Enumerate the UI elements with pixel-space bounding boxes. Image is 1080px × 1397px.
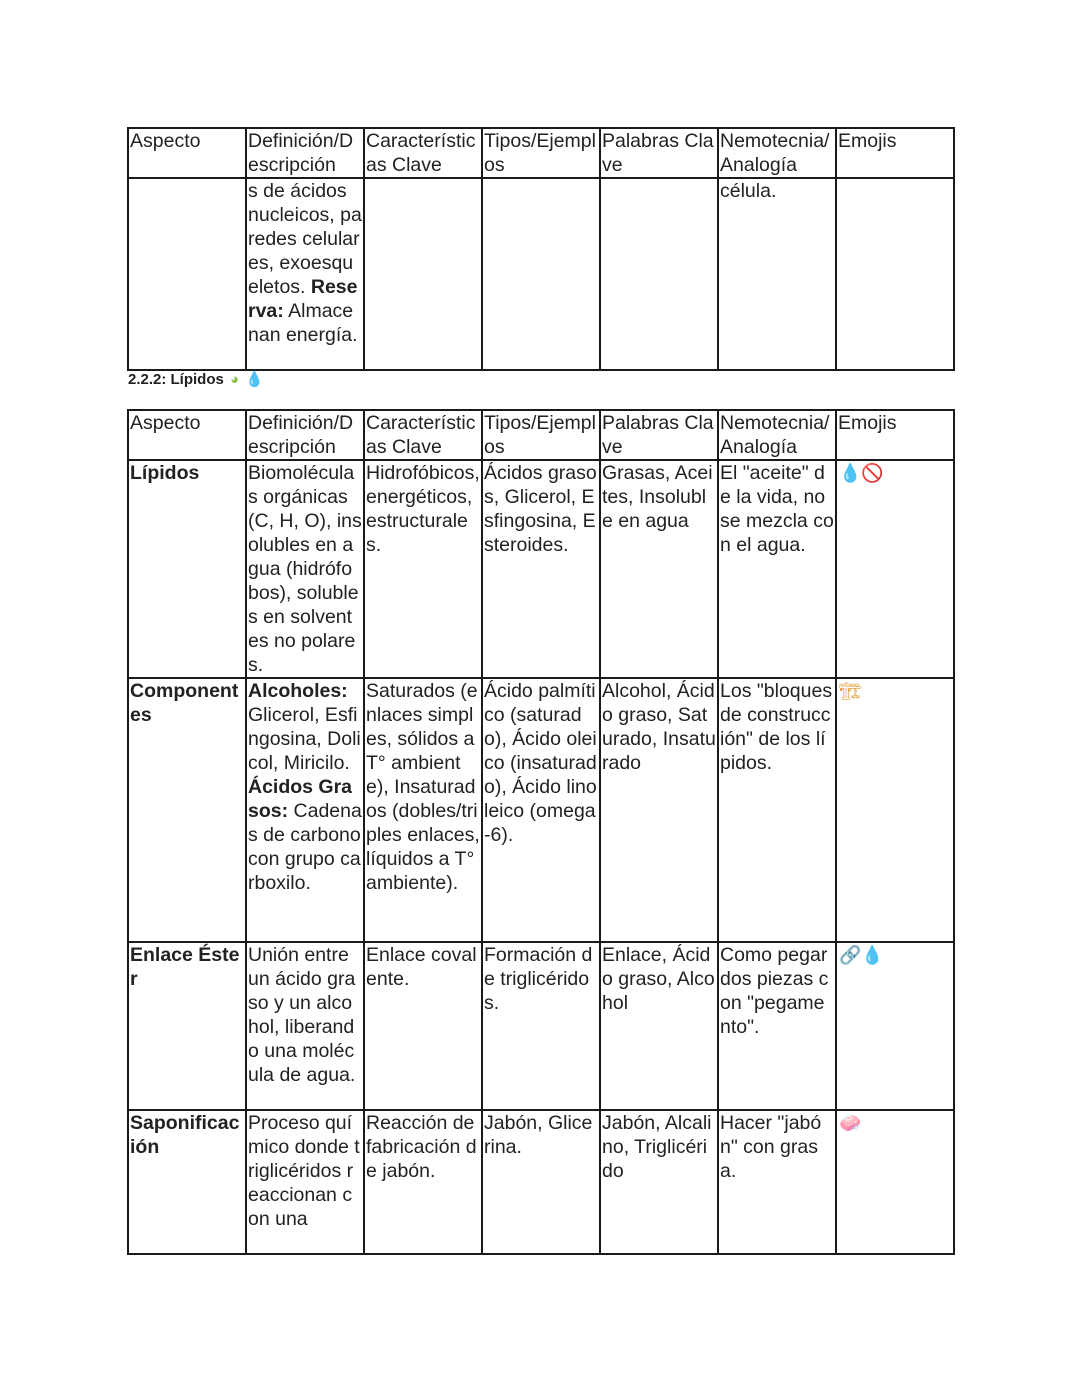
header-cell-examples: Tipos/Ejemplos <box>482 410 600 460</box>
header-cell-emojis: Emojis <box>836 410 954 460</box>
cell-characteristics: Enlace covalente. <box>364 942 482 1110</box>
definition-bold-label: Ácidos Grasos: <box>248 776 353 822</box>
definition-text: Glicerol, Esfingosina, Dolicol, Miricilo. <box>248 704 361 774</box>
cell-mnemonic: Como pegar dos piezas con "pegamento". <box>718 942 836 1110</box>
cell-emojis <box>836 460 954 678</box>
cell-aspect <box>128 1110 246 1254</box>
cell-aspect <box>128 460 246 678</box>
cell-characteristics: Hidrofóbicos, energéticos, estructurales. <box>364 460 482 678</box>
cell-emojis <box>836 942 954 1110</box>
cell-mnemonic: El "aceite" de la vida, no se mezcla con el agua. <box>718 460 836 678</box>
header-cell-examples: Tipos/Ejemplos <box>482 128 600 178</box>
building-construction-icon: 🏗 <box>839 681 862 701</box>
aspect-label: Enlace Éster <box>130 944 240 990</box>
cell-definition <box>246 678 364 942</box>
table-continuation <box>127 127 955 371</box>
cell-mnemonic: Los "bloques de construcción" de los lípidos. <box>718 678 836 942</box>
cell-characteristics: Reacción de fabricación de jabón. <box>364 1110 482 1254</box>
cell-aspect <box>128 942 246 1110</box>
cell-definition: Unión entre un ácido graso y un alcohol, liberando una molécula de agua. <box>246 942 364 1110</box>
header-cell-emojis: Emojis <box>836 128 954 178</box>
cell-definition: Proceso químico donde triglicéridos reaccionan con una <box>246 1110 364 1254</box>
droplet-icon: 💧 <box>861 945 884 965</box>
header-cell-definition: Definición/Descripción <box>246 128 364 178</box>
table-row <box>128 460 954 678</box>
cell-emojis <box>836 678 954 942</box>
header-cell-keywords: Palabras Clave <box>600 128 718 178</box>
header-cell-definition: Definición/Descripción <box>246 410 364 460</box>
cell-examples: Jabón, Glicerina. <box>482 1110 600 1254</box>
cell-examples: Ácido palmítico (saturado), Ácido oleico (insaturado), Ácido linoleico (omega-6). <box>482 678 600 942</box>
definition-text: s de ácidos nucleicos, paredes celulares, exoesqueletos. <box>248 180 362 298</box>
definition-bold-label: Reserva: <box>248 276 358 322</box>
header-cell-characteristics: Características Clave <box>364 410 482 460</box>
aspect-label: Lípidos <box>130 462 200 484</box>
cell-examples: Formación de triglicéridos. <box>482 942 600 1110</box>
table-row <box>128 178 954 370</box>
prohibited-icon: 🚫 <box>861 463 884 483</box>
link-icon: 🔗 <box>839 945 862 965</box>
cell-examples: Ácidos grasos, Glicerol, Esfingosina, Esteroides. <box>482 460 600 678</box>
soap-icon: 🧼 <box>839 1113 862 1133</box>
table-header-row <box>128 410 954 460</box>
cell-definition: Biomoléculas orgánicas (C, H, O), insolubles en agua (hidrófobos), solubles en solventes no polares. <box>246 460 364 678</box>
lipids-table <box>127 409 955 1255</box>
header-cell-mnemonic: Nemotecnia/ Analogía <box>718 410 836 460</box>
table-row <box>128 1110 954 1254</box>
section-heading <box>128 370 264 388</box>
avocado-icon: ◕ <box>230 371 240 388</box>
cell-definition <box>246 178 364 370</box>
definition-text: Almacenan energía. <box>248 300 358 346</box>
header-cell-keywords: Palabras Clave <box>600 410 718 460</box>
cell-keywords: Alcohol, Ácido graso, Saturado, Insaturado <box>600 678 718 942</box>
droplet-icon: 💧 <box>245 371 264 388</box>
section-heading-text: 2.2.2: Lípidos <box>128 371 224 388</box>
definition-text: Cadenas de carbono con grupo carboxilo. <box>248 800 362 894</box>
table-row <box>128 942 954 1110</box>
cell-keywords: Grasas, Aceites, Insoluble en agua <box>600 460 718 678</box>
cell-emojis <box>836 1110 954 1254</box>
cell-aspect <box>128 678 246 942</box>
cell-characteristics: Saturados (enlaces simples, sólidos a T° ambiente), Insaturados (dobles/triples enlaces, líquidos a T° ambiente). <box>364 678 482 942</box>
definition-bold-label: Alcoholes: <box>248 680 348 702</box>
cell-aspect <box>128 178 246 370</box>
cell-keywords <box>600 178 718 370</box>
header-cell-mnemonic: Nemotecnia/ Analogía <box>718 128 836 178</box>
cell-mnemonic: célula. <box>718 178 836 370</box>
header-cell-aspect: Aspecto <box>128 128 246 178</box>
cell-keywords: Jabón, Alcalino, Triglicérido <box>600 1110 718 1254</box>
aspect-label: Saponificación <box>130 1112 240 1158</box>
cell-emojis <box>836 178 954 370</box>
table-row <box>128 678 954 942</box>
cell-characteristics <box>364 178 482 370</box>
header-cell-characteristics: Características Clave <box>364 128 482 178</box>
aspect-label: Componentes <box>130 680 239 726</box>
cell-mnemonic: Hacer "jabón" con grasa. <box>718 1110 836 1254</box>
droplet-icon: 💧 <box>839 463 862 483</box>
table-header-row <box>128 128 954 178</box>
cell-examples <box>482 178 600 370</box>
header-cell-aspect: Aspecto <box>128 410 246 460</box>
cell-keywords: Enlace, Ácido graso, Alcohol <box>600 942 718 1110</box>
